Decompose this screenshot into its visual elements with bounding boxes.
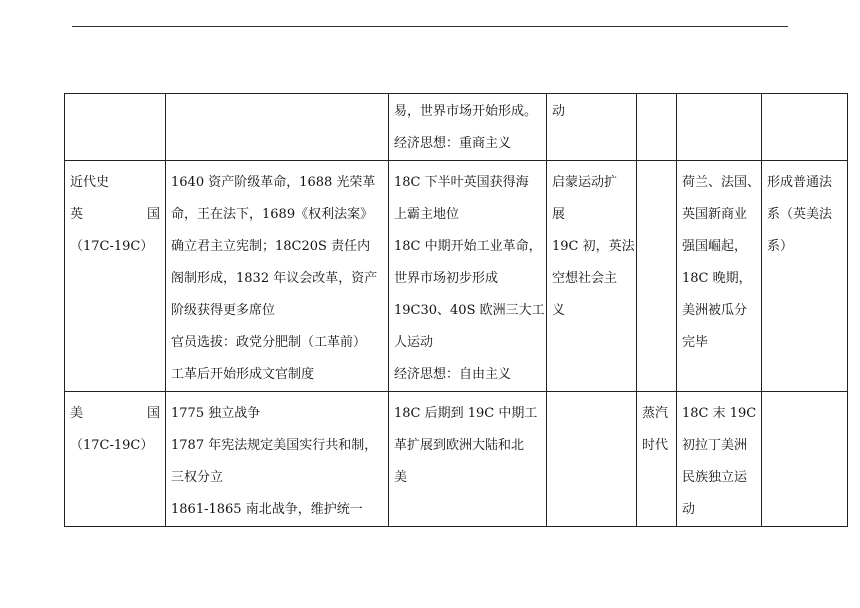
cell-text-line: 蒸汽	[642, 406, 669, 421]
cell-text-line: 1775 独立战争	[171, 406, 261, 421]
cell-text-line: 上霸主地位	[394, 207, 460, 222]
cell-law	[762, 161, 848, 392]
cell-text-line: 启蒙运动扩	[552, 175, 618, 190]
cell-era	[637, 161, 677, 392]
table-row-usa	[65, 392, 848, 527]
cell-text-line: 阶级获得更多席位	[171, 303, 276, 318]
cell-economy	[389, 94, 547, 161]
country-name-left: 英	[70, 207, 84, 222]
cell-text-line: 阁制形成，1832 年议会改革，资产	[171, 271, 378, 286]
cell-text-line: 三权分立	[171, 470, 224, 485]
cell-law	[762, 94, 848, 161]
cell-law	[762, 392, 848, 527]
cell-text-line: 美洲被瓜分	[682, 303, 748, 318]
cell-text-line: 系）	[767, 239, 794, 254]
cell-text-line: 1861-1865 南北战争，维护统一	[171, 502, 363, 517]
country-name	[70, 199, 160, 231]
cell-text-line: 民族独立运	[682, 470, 748, 485]
cell-text-line: 荷兰、法国、	[682, 175, 761, 190]
cell-text-line: 18C 下半叶英国获得海	[394, 175, 529, 190]
cell-text-line: 完毕	[682, 335, 709, 350]
country-name-right: 国	[146, 207, 160, 222]
cell-text-line: 美	[394, 470, 408, 485]
cell-country	[65, 392, 166, 527]
cell-text-line: 工革后开始形成文官制度	[171, 367, 315, 382]
cell-text-line: 空想社会主	[552, 271, 618, 286]
cell-text-line: 经济思想：重商主义	[394, 136, 512, 151]
cell-text-line: 动	[552, 104, 566, 119]
cell-thought	[547, 161, 637, 392]
cell-text-line: 形成普通法	[767, 175, 833, 190]
cell-thought	[547, 392, 637, 527]
country-period: （17C-19C）	[70, 239, 154, 254]
cell-text-line: 人运动	[394, 335, 434, 350]
cell-text-line: 官员选拔：政党分肥制（工革前）	[171, 335, 367, 350]
cell-text-line: 强国崛起，	[682, 239, 748, 254]
cell-text-line: 命，王在法下，1689《权利法案》	[171, 207, 374, 222]
cell-text-line: 时代	[642, 438, 669, 453]
cell-text-line: 英国新商业	[682, 207, 748, 222]
cell-text-line: 18C 中期开始工业革命，	[394, 239, 542, 254]
cell-politics	[166, 161, 389, 392]
cell-text-line: 展	[552, 207, 566, 222]
country-period: （17C-19C）	[70, 438, 154, 453]
table-row-england	[65, 161, 848, 392]
cell-world	[677, 94, 762, 161]
country-heading: 近代史	[70, 175, 110, 190]
cell-text-line: 动	[682, 502, 696, 517]
cell-text-line: 系（英美法	[767, 207, 833, 222]
cell-text-line: 19C30、40S 欧洲三大工	[394, 303, 545, 318]
cell-text-line: 经济思想：自由主义	[394, 367, 512, 382]
country-name-right: 国	[146, 406, 160, 421]
cell-text-line: 世界市场初步形成	[394, 271, 499, 286]
country-name-left: 美	[70, 406, 84, 421]
cell-world	[677, 392, 762, 527]
cell-text-line: 初拉丁美洲	[682, 438, 748, 453]
cell-politics	[166, 392, 389, 527]
cell-text-line: 19C 初，英法	[552, 239, 635, 254]
cell-economy	[389, 161, 547, 392]
history-table	[64, 93, 848, 527]
cell-text-line: 18C 后期到 19C 中期工	[394, 406, 538, 421]
cell-world	[677, 161, 762, 392]
cell-text-line: 革扩展到欧洲大陆和北	[394, 438, 525, 453]
cell-economy	[389, 392, 547, 527]
cell-country	[65, 161, 166, 392]
cell-text-line: 1787 年宪法规定美国实行共和制，	[171, 438, 378, 453]
cell-era	[637, 94, 677, 161]
cell-thought	[547, 94, 637, 161]
cell-text-line: 18C 晚期，	[682, 271, 752, 286]
cell-text-line: 1640 资产阶级革命，1688 光荣革	[171, 175, 376, 190]
cell-text-line: 确立君主立宪制；18C20S 责任内	[171, 239, 371, 254]
cell-text-line: 义	[552, 303, 566, 318]
cell-country	[65, 94, 166, 161]
country-name	[70, 398, 160, 430]
table-row-continuation	[65, 94, 848, 161]
header-rule	[72, 26, 788, 27]
cell-era	[637, 392, 677, 527]
cell-text-line: 18C 末 19C	[682, 406, 757, 421]
cell-text-line: 易，世界市场开始形成。	[394, 104, 538, 119]
cell-politics	[166, 94, 389, 161]
